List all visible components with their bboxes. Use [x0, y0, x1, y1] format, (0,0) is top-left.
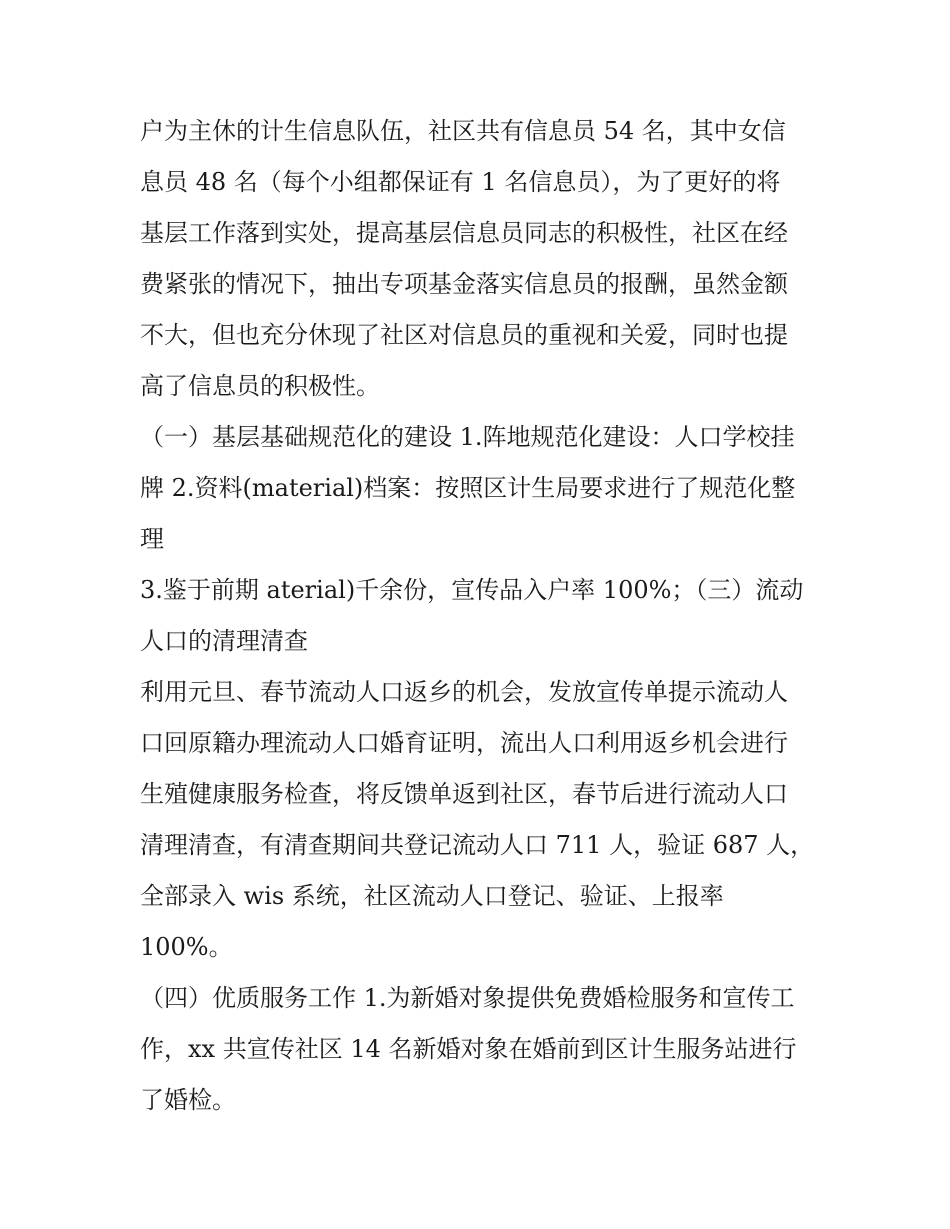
text-line-8: 牌 2.资料(material)档案：按照区计生局要求进行了规范化整	[140, 474, 796, 502]
text-line-13: 口回原籍办理流动人口婚育证明，流出人口利用返乡机会进行	[140, 729, 788, 757]
text-line-11: 人口的清理清查	[140, 627, 308, 655]
text-line-19: 作，xx 共宣传社区 14 名新婚对象在婚前到区计生服务站进行	[140, 1035, 797, 1063]
text-line-1: 户为主休的计生信息队伍，社区共有信息员 54 名，其中女信	[140, 117, 786, 145]
text-line-10: 3.鉴于前期 aterial)千余份，宣传品入户率 100%；（三）流动	[140, 576, 804, 604]
text-line-7: （一）基层基础规范化的建设 1.阵地规范化建设：人口学校挂	[140, 423, 795, 451]
text-line-17: 100%。	[140, 933, 233, 961]
text-line-9: 理	[140, 525, 164, 553]
text-line-3: 基层工作落到实处，提高基层信息员同志的积极性，社区在经	[140, 219, 788, 247]
text-line-2: 息员 48 名（每个小组都保证有 1 名信息员），为了更好的将	[140, 168, 781, 196]
text-line-4: 费紧张的情况下，抽出专项基金落实信息员的报酬，虽然金额	[140, 270, 788, 298]
text-line-12: 利用元旦、春节流动人口返乡的机会，发放宣传单提示流动人	[140, 678, 788, 706]
document-body	[140, 106, 820, 1126]
text-line-5: 不大，但也充分休现了社区对信息员的重视和关爱，同时也提	[140, 321, 788, 349]
text-line-18: （四）优质服务工作 1.为新婚对象提供免费婚检服务和宣传工	[140, 984, 795, 1012]
text-line-6: 高了信息员的积极性。	[140, 372, 380, 400]
text-line-20: 了婚检。	[140, 1086, 236, 1114]
text-line-16: 全部录入 wis 系统，社区流动人口登记、验证、上报率	[140, 882, 724, 910]
text-line-15: 清理清查，有清查期间共登记流动人口 711 人，验证 687 人，	[140, 831, 815, 859]
text-line-14: 生殖健康服务检查，将反馈单返到社区，春节后进行流动人口	[140, 780, 788, 808]
